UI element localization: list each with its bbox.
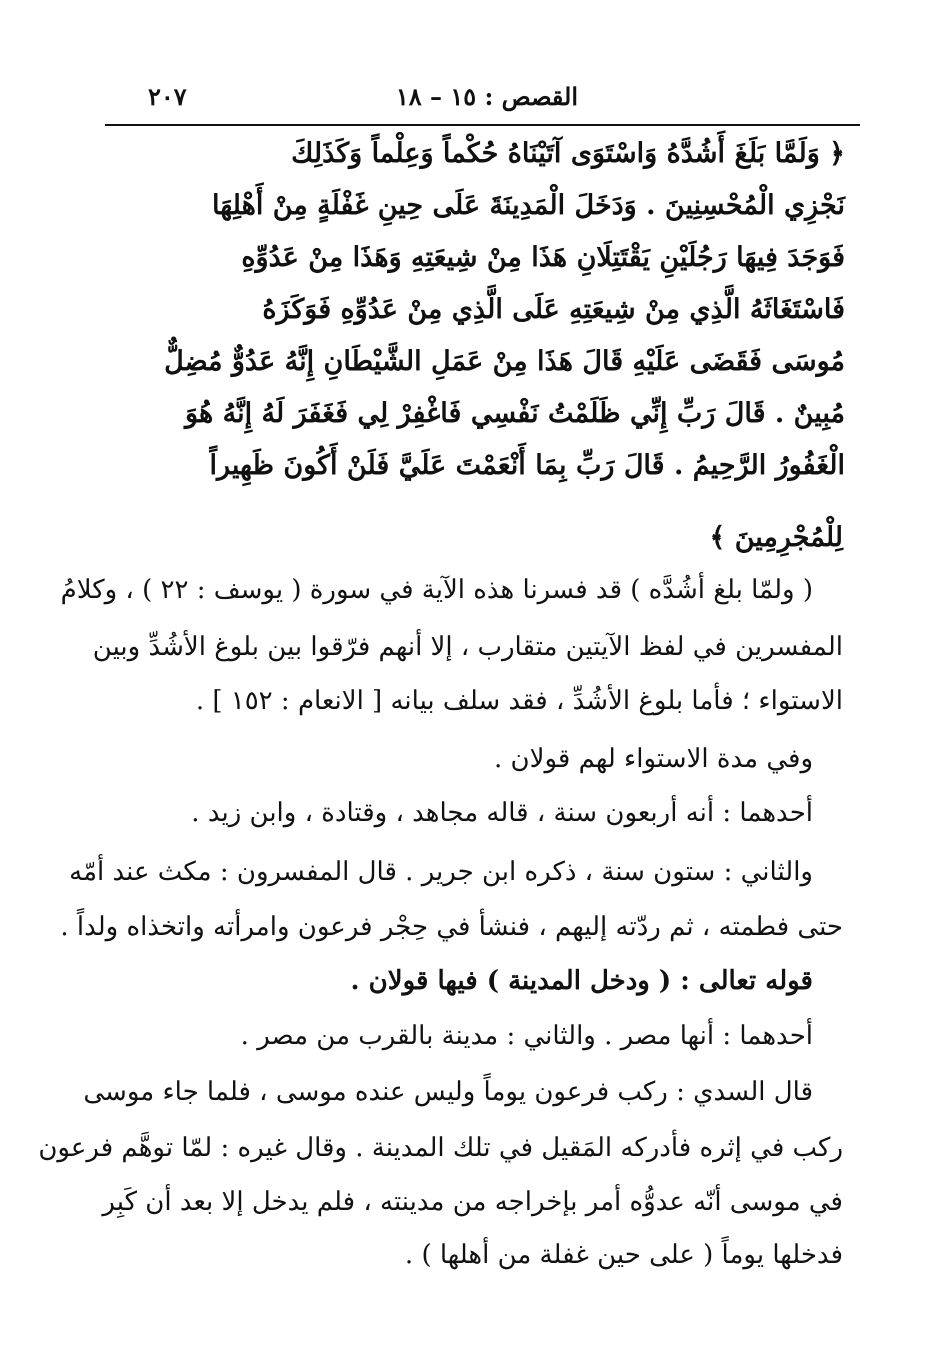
commentary-line: المفسرين في لفظ الآيتين متقارب ، إلا أنهم فرّقوا بين بلوغ الأشُدِّ وبين — [92, 632, 843, 662]
commentary-line: والثاني : ستون سنة ، ذكره ابن جرير . قال المفسرون : مكث عند أمّه — [69, 857, 813, 887]
sura-reference: القصص : ١٥ – ١٨ — [395, 82, 578, 111]
verse-line: ﴿ وَلَمَّا بَلَغَ أَشُدَّهُ وَاسْتَوَى آتَيْنَاهُ حُكْماً وَعِلْماً وَكَذَلِكَ — [291, 138, 845, 169]
commentary-line: فدخلها يوماً ( على حين غفلة من أهلها ) . — [404, 1240, 843, 1270]
verse-line: مُبِينٌ . قَالَ رَبِّ إِنِّي ظَلَمْتُ نَفْسِي فَاغْفِرْ لِي فَغَفَرَ لَهُ إِنَّهُ هُوَ — [185, 398, 845, 429]
commentary-line: الاستواء ؛ فأما بلوغ الأشُدِّ ، فقد سلف بيانه [ الانعام : ١٥٢ ] . — [195, 686, 843, 716]
commentary-line: قوله تعالى : ( ودخل المدينة ) فيها قولان . — [350, 966, 813, 996]
commentary-line: ركب في إثره فأدركه المَقيل في تلك المدينة . وقال غيره : لمّا توهَّم فرعون — [38, 1133, 843, 1163]
verse-line: نَجْزِي الْمُحْسِنِينَ . وَدَخَلَ الْمَدِينَةَ عَلَى حِينِ غَفْلَةٍ مِنْ أَهْلِهَا — [211, 190, 845, 221]
commentary-line: في موسى أنّه عدوُّه أمر بإخراجه من مدينته ، فلم يدخل إلا بعد أن كَبِر — [102, 1187, 843, 1217]
commentary-line: قال السدي : ركب فرعون يوماً وليس عنده موسى ، فلما جاء موسى — [83, 1077, 813, 1107]
commentary-line: وفي مدة الاستواء لهم قولان . — [494, 744, 813, 774]
verse-line: لِلْمُجْرِمِينَ ﴾ — [709, 522, 843, 553]
verse-line: مُوسَى فَقَضَى عَلَيْهِ قَالَ هَذَا مِنْ عَمَلِ الشَّيْطَانِ إِنَّهُ عَدُوٌّ مُضِلٌّ — [164, 346, 845, 377]
commentary-line: أحدهما : أنه أربعون سنة ، قاله مجاهد ، وقتادة ، وابن زيد . — [191, 798, 813, 828]
verse-line: فَوَجَدَ فِيهَا رَجُلَيْنِ يَقْتَتِلَانِ هَذَا مِنْ شِيعَتِهِ وَهَذَا مِنْ عَدُوِّهِ — [241, 242, 845, 273]
commentary-line: ( ولمّا بلغ أشُدَّه ) قد فسرنا هذه الآية في سورة ( يوسف : ٢٢ ) ، وكلامُ — [60, 575, 813, 605]
page-number: ٢٠٧ — [148, 82, 187, 111]
verse-line: فَاسْتَغَاثَهُ الَّذِي مِنْ شِيعَتِهِ عَلَى الَّذِي مِنْ عَدُوِّهِ فَوَكَزَهُ — [262, 294, 845, 325]
verse-line: الْغَفُورُ الرَّحِيمُ . قَالَ رَبِّ بِمَا أَنْعَمْتَ عَلَيَّ فَلَنْ أَكُونَ ظَهِيراً — [209, 450, 845, 481]
commentary-line: حتى فطمته ، ثم ردّته إليهم ، فنشأ في حِجْر فرعون وامرأته واتخذاه ولداً . — [60, 912, 843, 942]
commentary-line: أحدهما : أنها مصر . والثاني : مدينة بالقرب من مصر . — [240, 1021, 813, 1051]
